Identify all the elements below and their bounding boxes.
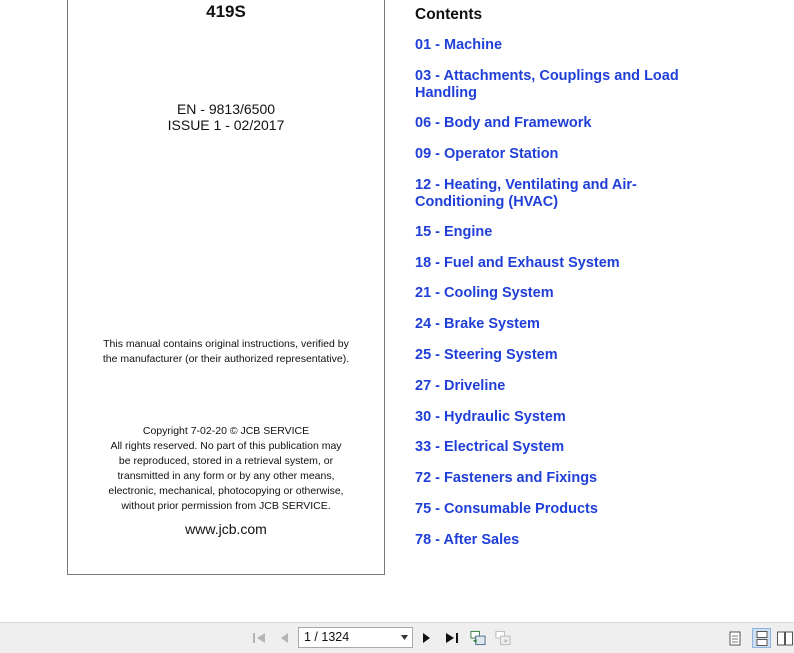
continuous-view-icon[interactable] — [752, 628, 771, 648]
toc-link-text: 25 - Steering System — [415, 347, 558, 363]
toc-link-brake[interactable] — [415, 316, 718, 333]
toc-link-text: 33 - Electrical System — [415, 439, 565, 455]
toc-link-driveline[interactable] — [415, 378, 718, 395]
toc-link-fasteners[interactable] — [415, 470, 718, 487]
cover-note — [68, 337, 384, 367]
cover-page — [67, 0, 385, 575]
toc-link-text: 78 - After Sales — [415, 532, 520, 548]
contents-title: Contents — [415, 6, 483, 23]
copyright-line: be reproduced, stored in a retrieval system, or — [118, 455, 334, 467]
copyright-line: Copyright 7-02-20 © JCB SERVICE — [142, 425, 310, 437]
toc-link-text: 24 - Brake System — [415, 316, 540, 332]
toc-link-text: 03 - Attachments, Couplings and Load — [415, 68, 679, 84]
toc-link-text: 01 - Machine — [415, 37, 503, 53]
toc-link-electrical[interactable] — [415, 439, 718, 456]
toc-link-attachments[interactable] — [415, 68, 718, 102]
toc-link-machine[interactable] — [415, 37, 718, 54]
toc-link-text: 21 - Cooling System — [415, 285, 554, 301]
viewer-toolbar — [0, 622, 794, 653]
toc-link-fuel-exhaust[interactable] — [415, 255, 718, 272]
cover-copyright — [68, 424, 384, 514]
toc-link-text: 75 - Consumable Products — [415, 501, 598, 517]
toc-link-text: Handling — [415, 85, 478, 101]
toc-link-text: Conditioning (HVAC) — [415, 194, 559, 210]
previous-page-icon[interactable] — [276, 630, 292, 646]
toc-link-text: 06 - Body and Framework — [415, 115, 592, 131]
toc-link-after-sales[interactable] — [415, 532, 718, 549]
toc-link-consumables[interactable] — [415, 501, 718, 518]
toc-link-hydraulic[interactable] — [415, 409, 718, 426]
page-indicator: 1 / 1324 — [304, 630, 350, 644]
toc-link-text: 12 - Heating, Ventilating and Air- — [415, 177, 637, 193]
toc-link-hvac[interactable] — [415, 177, 718, 211]
toc-link-text: 30 - Hydraulic System — [415, 409, 566, 425]
single-page-view-icon[interactable] — [727, 630, 743, 646]
next-page-icon[interactable] — [419, 630, 435, 646]
cover-model-title: 419S — [206, 2, 246, 21]
cover-doc-info — [68, 101, 384, 133]
first-page-icon[interactable] — [251, 630, 267, 646]
toc-link-text: 18 - Fuel and Exhaust System — [415, 255, 620, 271]
cover-issue: ISSUE 1 - 02/2017 — [167, 117, 285, 133]
toc-link-operator-station[interactable] — [415, 146, 718, 163]
cover-note-line: the manufacturer (or their authorized representative). — [102, 353, 350, 365]
toc-link-text: 09 - Operator Station — [415, 146, 559, 162]
facing-pages-view-icon[interactable] — [777, 630, 793, 646]
copyright-line: without prior permission from JCB SERVICE. — [121, 500, 331, 512]
toc-link-body-framework[interactable] — [415, 115, 718, 132]
toc-link-text: 27 - Driveline — [415, 378, 506, 394]
cover-doc-number: EN - 9813/6500 — [176, 101, 276, 117]
toc-link-cooling[interactable] — [415, 285, 718, 302]
toc-link-text: 72 - Fasteners and Fixings — [415, 470, 598, 486]
go-back-view-icon[interactable] — [470, 630, 486, 646]
cover-note-line: This manual contains original instructions, verified by — [103, 338, 349, 350]
toc-link-text: 15 - Engine — [415, 224, 493, 240]
toc-link-steering[interactable] — [415, 347, 718, 364]
copyright-line: All rights reserved. No part of this publication may — [110, 440, 342, 452]
cover-website: www.jcb.com — [185, 521, 267, 537]
copyright-line: electronic, mechanical, photocopying or otherwise, — [108, 485, 344, 497]
go-forward-view-icon[interactable] — [495, 630, 511, 646]
chevron-down-icon — [401, 635, 408, 640]
page-number-select[interactable] — [298, 627, 413, 648]
copyright-line: transmitted in any form or by any other means, — [117, 470, 335, 482]
toc-link-engine[interactable] — [415, 224, 718, 241]
last-page-icon[interactable] — [444, 630, 460, 646]
